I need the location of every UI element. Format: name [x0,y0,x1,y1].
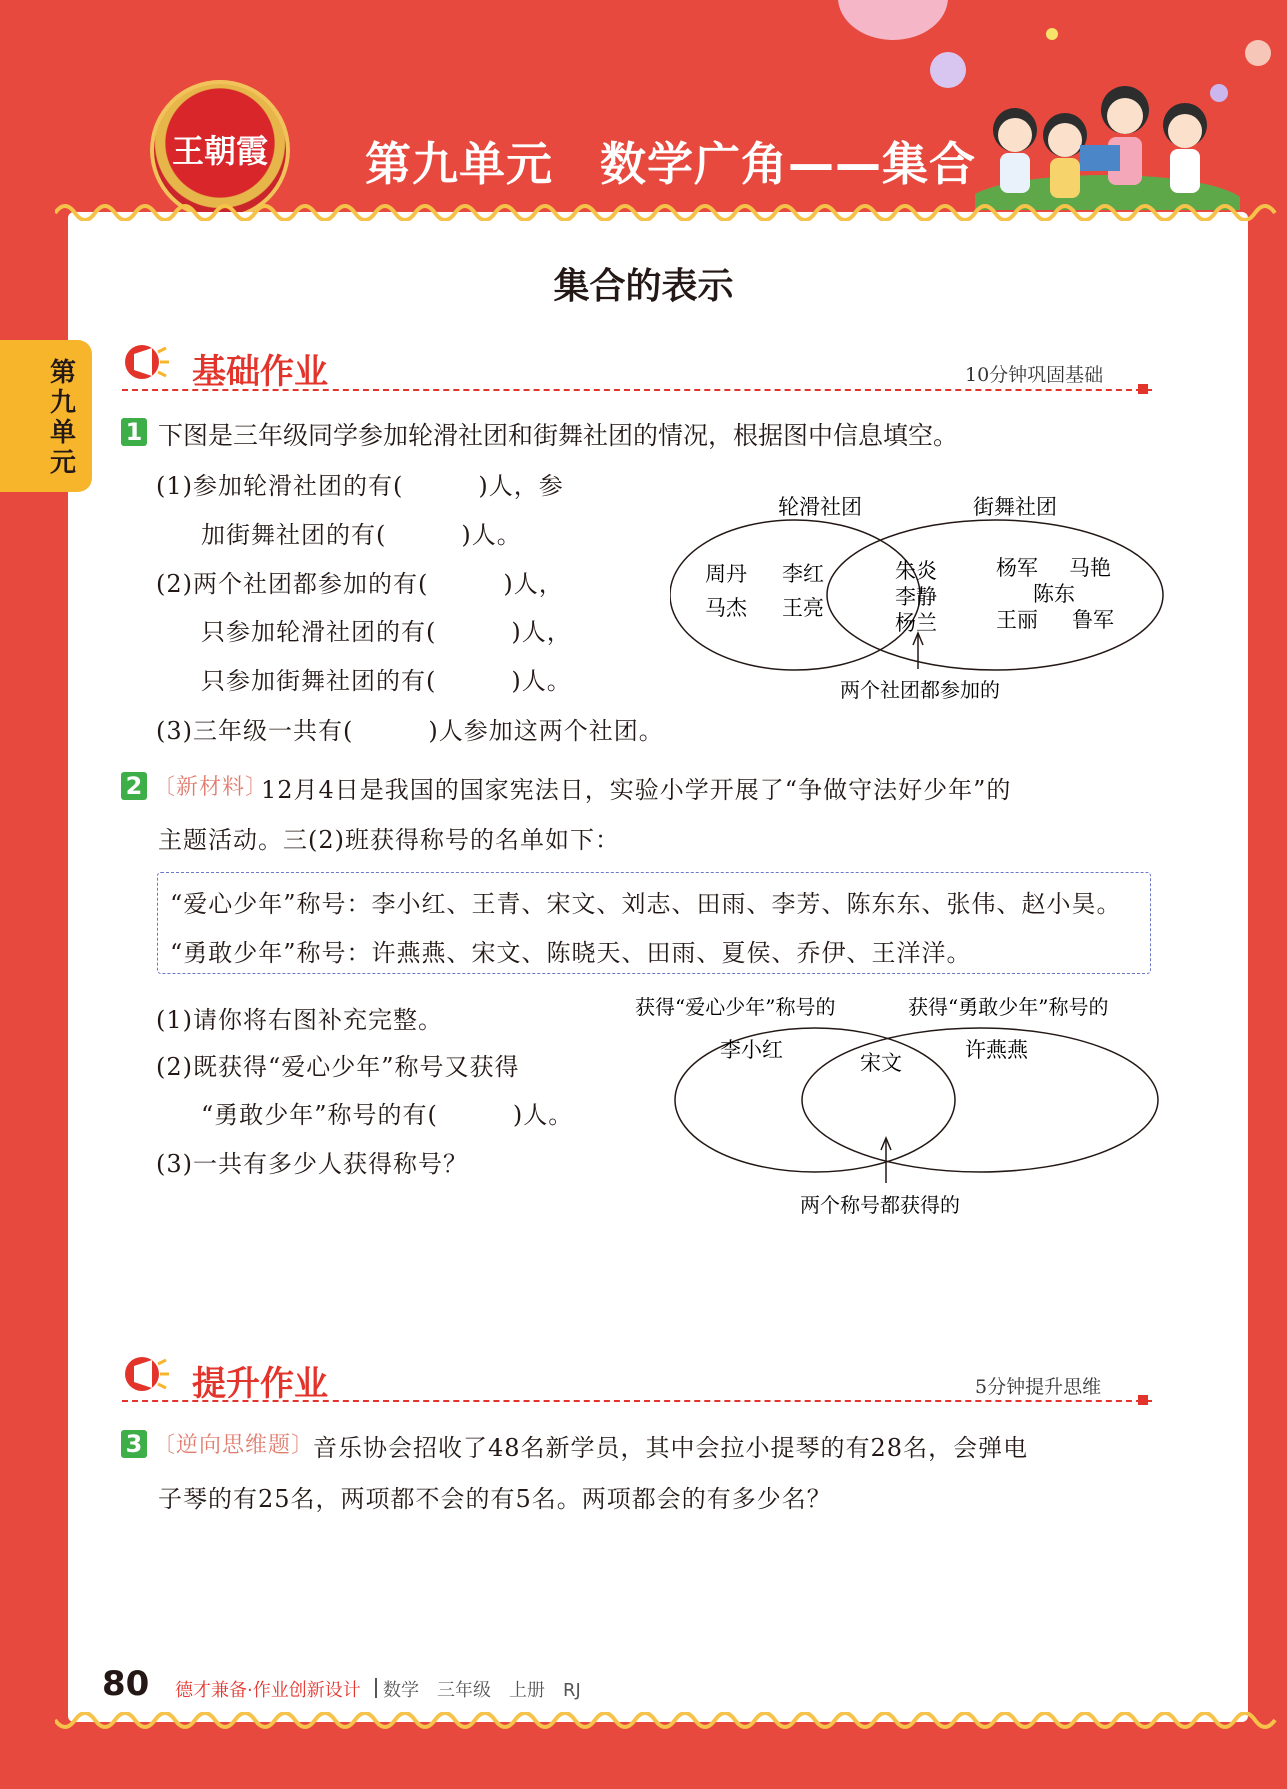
page-number: 80 [102,1664,150,1704]
children-illustration [975,75,1240,210]
venn2-left-label: 获得“爱心少年”称号的 [635,995,836,1019]
wavy-border-bottom [55,1712,1285,1738]
q2-line: (3)一共有多少人获得称号？ [156,1150,468,1178]
q1-stem: 下图是三年级同学参加轮滑社团和街舞社团的情况，根据图中信息填空。 [158,421,959,450]
q2-line: (2)既获得“爱心少年”称号又获得 [156,1053,520,1081]
venn1-name: 鲁军 [1072,608,1114,632]
section-subtitle-basic: 10分钟巩固基础 [965,364,1104,386]
venn1-name: 朱炎 [895,559,937,583]
q1-line: 只参加街舞社团的有( )人。 [201,667,572,695]
venn2-arrow-label: 两个称号都获得的 [800,1193,960,1217]
venn1-name: 李静 [895,585,937,609]
megaphone-icon [122,1352,170,1396]
section-divider [122,389,1152,391]
q1-line: 只参加轮滑社团的有( )人， [201,618,572,646]
question-number: 3 [121,1430,147,1458]
side-tab-label: 第九单元 [49,358,76,478]
venn2-right-name: 许燕燕 [965,1038,1028,1062]
venn1-left-label: 轮滑社团 [778,495,862,519]
venn1-name: 马杰 [705,596,747,620]
q3-line: 子琴的有25名，两项都不会的有5名。两项都会的有多少名？ [158,1485,832,1513]
section-divider [122,1400,1152,1402]
q1-line: (3)三年级一共有( )人参加这两个社团。 [156,717,664,745]
divider-end-mark [1138,1395,1148,1405]
decor-circle-peach [1245,40,1271,66]
decor-circle-lilac [930,52,966,88]
q1-line: (1)参加轮滑社团的有( )人，参 [156,472,564,500]
footer-separator [375,1678,377,1698]
decor-circle-yellow [1046,28,1058,40]
section-subtitle-advanced: 5分钟提升思维 [975,1376,1102,1398]
section-title-basic: 基础作业 [192,352,328,392]
venn1-name: 杨兰 [895,611,937,635]
q1-line: 加街舞社团的有( )人。 [201,521,522,549]
unit-title: 第九单元 数学广角——集合 [365,137,976,191]
venn2-left-name: 李小红 [720,1038,783,1062]
venn1-name: 李红 [782,562,824,586]
q3-tag: 〔逆向思维题〕 [153,1433,315,1458]
venn1-name: 杨军 [996,556,1038,580]
decor-circle-pink [838,0,948,40]
page-title: 集合的表示 [553,266,734,307]
question-number: 2 [121,772,147,800]
wavy-border-top [55,195,1285,221]
venn-diagram-titles [630,995,1165,1220]
venn1-name: 周丹 [705,562,747,586]
venn1-name: 马艳 [1069,556,1111,580]
venn1-name: 陈东 [1033,582,1075,606]
q2-line: (1)请你将右图补充完整。 [156,1006,443,1034]
venn2-right-label: 获得“勇敢少年”称号的 [908,995,1109,1019]
venn-diagram-clubs [670,485,1170,705]
section-title-advanced: 提升作业 [192,1364,328,1404]
megaphone-icon [122,340,170,384]
name-list-brave: “勇敢少年”称号：许燕燕、宋文、陈晓天、田雨、夏侯、乔伊、王洋洋。 [170,939,972,967]
q3-line: 音乐协会招收了48名新学员，其中会拉小提琴的有28名，会弹电 [313,1434,1029,1462]
q1-line: (2)两个社团都参加的有( )人， [156,570,564,598]
venn1-name: 王丽 [996,608,1038,632]
venn1-name: 王亮 [782,596,824,620]
q2-stem-line: 12月4日是我国的国家宪法日，实验小学开展了“争做守法好少年”的 [261,776,1012,804]
footer-brand: 德才兼备·作业创新设计 [175,1680,361,1701]
venn1-right-label: 街舞社团 [973,495,1057,519]
name-list-caring: “爱心少年”称号：李小红、王青、宋文、刘志、田雨、李芳、陈东东、张伟、赵小昊。 [170,890,1122,918]
q2-tag: 〔新材料〕 [153,775,269,800]
q2-stem-line: 主题活动。三(2)班获得称号的名单如下： [158,826,620,854]
venn2-middle-name: 宋文 [860,1051,902,1075]
question-number: 1 [121,418,147,446]
q2-line: “勇敢少年”称号的有( )人。 [201,1101,574,1129]
footer-info: 数学 三年级 上册 RJ [383,1680,581,1701]
logo-text: 王朝霞 [171,132,268,170]
venn1-arrow-label: 两个社团都参加的 [840,678,1000,702]
divider-end-mark [1138,384,1148,394]
